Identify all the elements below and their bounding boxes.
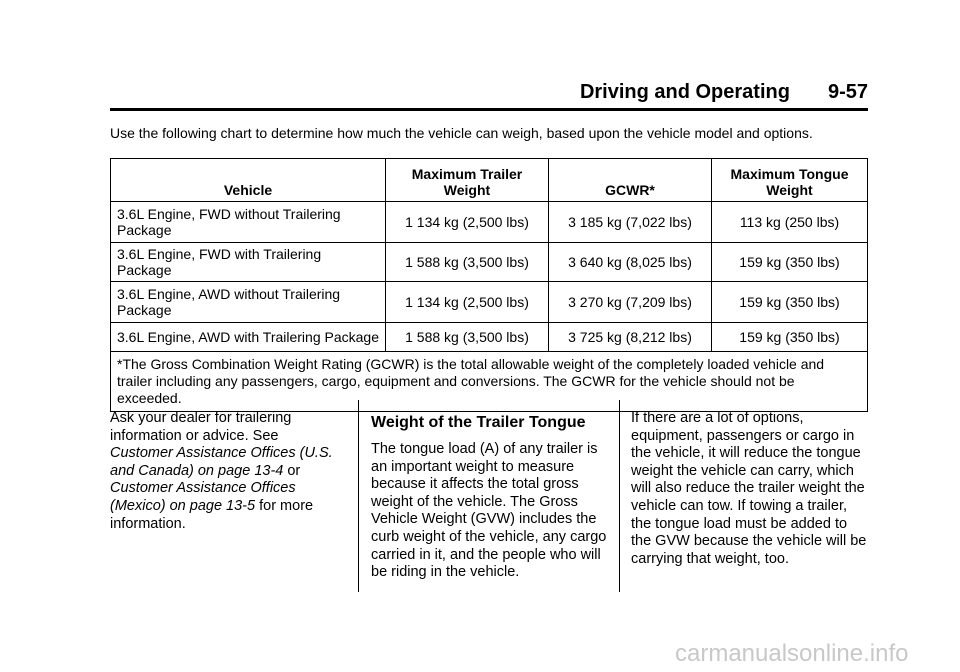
watermark: carmanualsonline.info [675, 640, 909, 667]
intro-text: Use the following chart to determine how much the vehicle can weigh, based upon the vehicle model and options. [110, 125, 813, 141]
cell-max-trailer-weight: 1 588 kg (3,500 lbs) [386, 243, 549, 282]
cell-max-tongue-weight: 159 kg (350 lbs) [712, 323, 868, 352]
table-row [111, 282, 868, 323]
table-row [111, 243, 868, 282]
cell-max-tongue-weight: 159 kg (350 lbs) [712, 243, 868, 282]
tongue-weight-paragraph: The tongue load (A) of any trailer is an important weight to measure because it affects the total gross weight of the vehicle. The Gross Vehicle Weight (GVW) includes the curb weight of the vehicle, any cargo carried in it, and the people who will be riding in the vehicle. [371, 441, 607, 581]
table-row [111, 323, 868, 352]
table-header-row [111, 159, 868, 202]
options-column [631, 410, 871, 568]
tongue-weight-column [371, 413, 607, 582]
gcwr-footnote: *The Gross Combination Weight Rating (GCWR) is the total allowable weight of the completely loaded vehicle and trailer including any passengers, cargo, equipment and conversions. The GCWR for the vehicle should not be exceeded. [111, 352, 868, 412]
column-divider [619, 400, 620, 592]
cell-vehicle: 3.6L Engine, FWD without Trailering Package [111, 202, 386, 243]
cell-gcwr: 3 725 kg (8,212 lbs) [549, 323, 712, 352]
cell-vehicle: 3.6L Engine, FWD with Trailering Package [111, 243, 386, 282]
dealer-advice-paragraph [110, 410, 345, 533]
table-row [111, 202, 868, 243]
cell-gcwr: 3 185 kg (7,022 lbs) [549, 202, 712, 243]
dealer-advice-text: Ask your dealer for trailering information or advice. See [110, 410, 292, 444]
or-text: or [283, 462, 301, 479]
us-canada-offices-link[interactable]: Customer Assistance Offices (U.S. and Canada) on page 13-4 [110, 445, 333, 479]
cell-max-trailer-weight: 1 134 kg (2,500 lbs) [386, 282, 549, 323]
cell-max-tongue-weight: 159 kg (350 lbs) [712, 282, 868, 323]
options-paragraph: If there are a lot of options, equipment, passengers or cargo in the vehicle, it will reduce the tongue weight the vehicle can carry, which will also reduce the trailer weight the vehicle can tow. If towing a trailer, the tongue load must be added to the GVW because the vehicle will be carrying that weight, too. [631, 410, 867, 567]
header-gcwr: GCWR* [549, 159, 712, 202]
table-footnote-row [111, 352, 868, 412]
header-max-tongue-weight: Maximum Tongue Weight [712, 159, 868, 202]
header-max-trailer-weight: Maximum Trailer Weight [386, 159, 549, 202]
more-info-text: for more information. [110, 497, 314, 532]
cell-vehicle: 3.6L Engine, AWD with Trailering Package [111, 323, 386, 352]
tongue-weight-heading: Weight of the Trailer Tongue [371, 414, 586, 431]
page-header [110, 78, 868, 111]
cell-vehicle: 3.6L Engine, AWD without Trailering Package [111, 282, 386, 323]
cell-max-trailer-weight: 1 588 kg (3,500 lbs) [386, 323, 549, 352]
cell-max-trailer-weight: 1 134 kg (2,500 lbs) [386, 202, 549, 243]
column-divider [358, 400, 359, 592]
dealer-advice-column [110, 410, 345, 533]
cell-gcwr: 3 640 kg (8,025 lbs) [549, 243, 712, 282]
cell-max-tongue-weight: 113 kg (250 lbs) [712, 202, 868, 243]
section-title: Driving and Operating [579, 81, 790, 103]
header-vehicle: Vehicle [111, 159, 386, 202]
page-number: 9-57 [827, 81, 868, 103]
mexico-offices-link[interactable]: Customer Assistance Offices (Mexico) on page 13-5 [110, 480, 296, 514]
trailer-weight-table [110, 158, 868, 412]
cell-gcwr: 3 270 kg (7,209 lbs) [549, 282, 712, 323]
